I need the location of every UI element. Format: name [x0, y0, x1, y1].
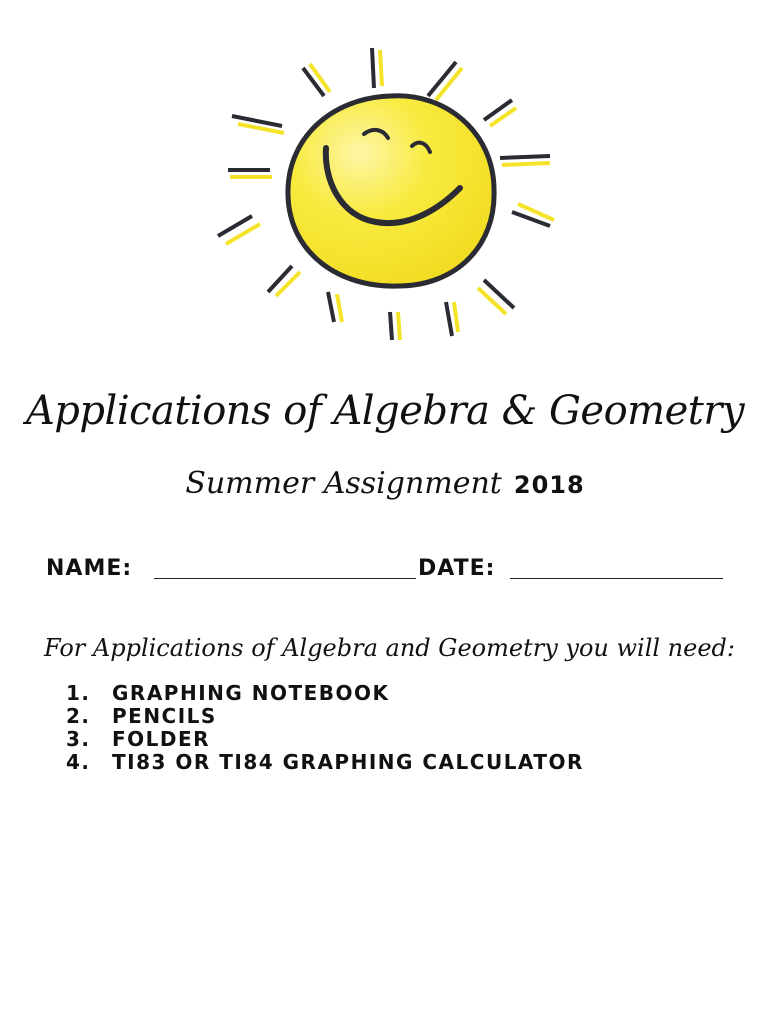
list-item-text: PENCILS — [112, 704, 217, 728]
list-item-number: 3. — [66, 727, 91, 751]
list-item-number: 1. — [66, 681, 91, 705]
subtitle-year: 2018 — [513, 471, 585, 499]
list-item — [66, 705, 746, 728]
supplies-intro: For Applications of Algebra and Geometry you will need: — [44, 634, 735, 662]
list-item-text: FOLDER — [112, 727, 211, 751]
name-date-fields — [46, 556, 736, 588]
list-item — [66, 682, 746, 705]
list-item-number: 2. — [66, 704, 91, 728]
list-item — [66, 728, 746, 751]
supply-list — [66, 682, 746, 774]
sun-illustration — [200, 40, 580, 350]
subtitle-text: Summer Assignment — [185, 466, 502, 501]
sun-face — [288, 96, 494, 286]
name-label: NAME: — [46, 556, 133, 581]
date-blank-line — [510, 578, 723, 579]
list-item-number: 4. — [66, 750, 91, 774]
list-item-text: TI83 OR TI84 GRAPHING CALCULATOR — [112, 750, 584, 774]
document-title: Applications of Algebra & Geometry — [25, 388, 745, 434]
date-label: DATE: — [418, 556, 496, 581]
smiling-sun-icon — [200, 40, 580, 350]
document-subtitle — [0, 466, 770, 501]
list-item-text: GRAPHING NOTEBOOK — [112, 681, 390, 705]
list-item — [66, 751, 746, 774]
name-blank-line — [154, 578, 416, 579]
